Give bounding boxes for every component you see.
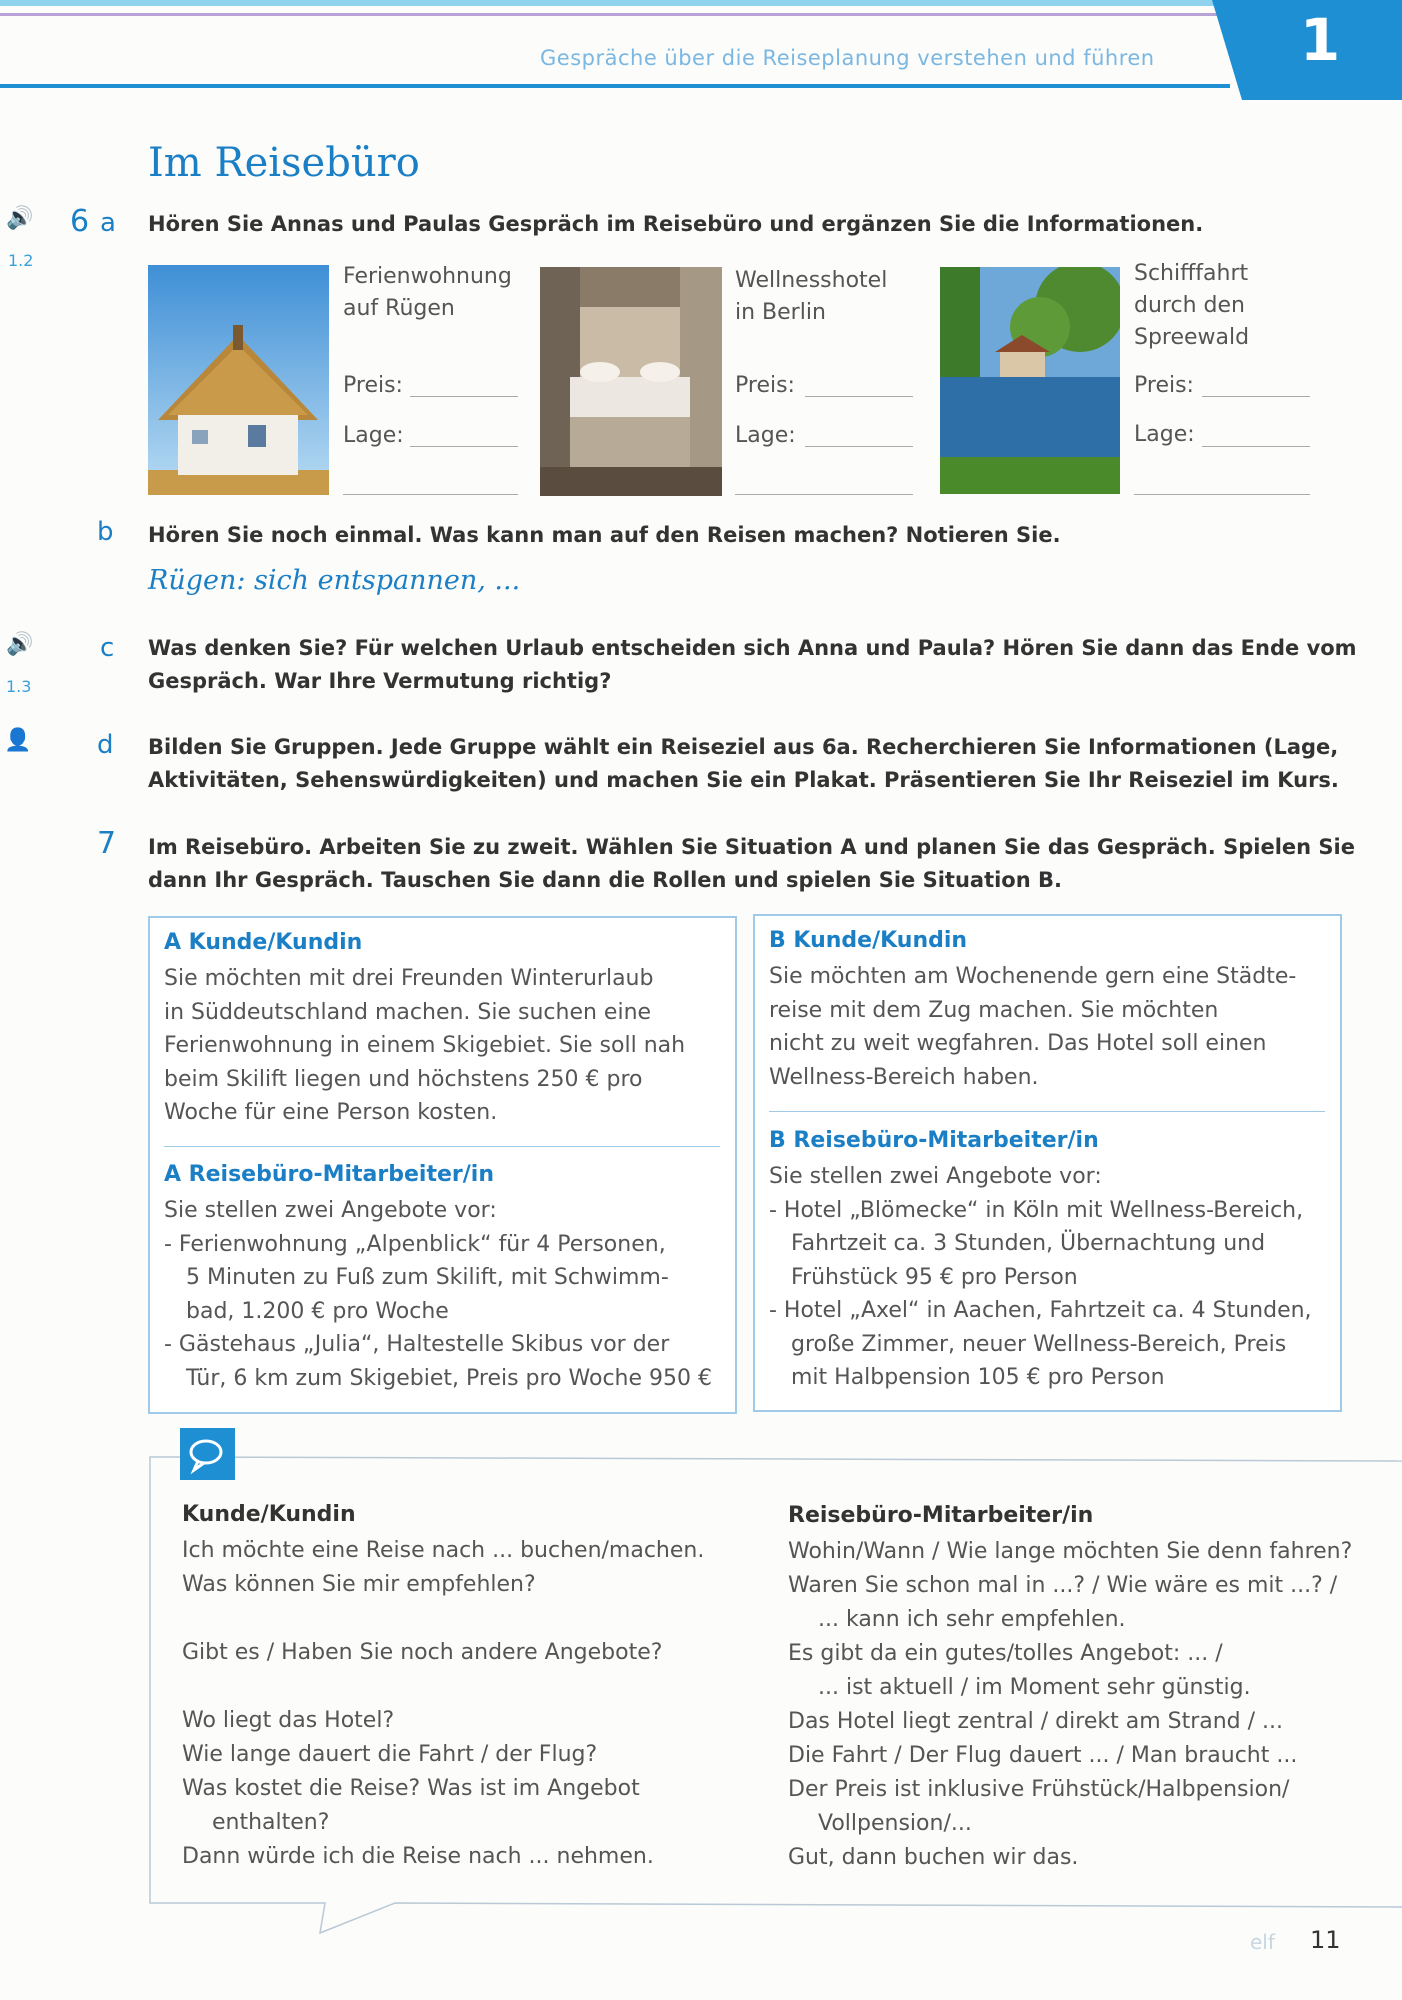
audio-track-number: 1.3 xyxy=(6,677,32,696)
task-letter: a xyxy=(100,208,116,238)
price-label: Preis: xyxy=(735,373,795,398)
task-instruction: Bilden Sie Gruppen. Jede Gruppe wählt ein Reiseziel aus 6a. Recherchieren Sie Informationen (Lage, Aktivitäten, Sehenswürdigkeiten) und machen Sie ein Plakat. Präsentieren Sie Ihr Reiseziel im Kurs. xyxy=(148,735,1339,792)
task-instruction: Hören Sie noch einmal. Was kann man auf den Reisen machen? Notieren Sie. xyxy=(148,523,1061,547)
box-divider xyxy=(164,1146,720,1147)
chapter-number: 1 xyxy=(1299,6,1341,74)
agent-phrases: Wohin/Wann / Wie lange möchten Sie denn fahren? Waren Sie schon mal in ...? / Wie wäre es mit ...? / ... kann ich sehr empfehlen. Es gibt da ein gutes/tolles Angebot: ... / ... ist aktuell / im Moment sehr günstig. Das Hotel liegt zentral / direkt am Strand / ... Die Fahrt / Der Flug dauert ... / Man braucht ... Der Preis ist inklusive Frühstück/Halbpension/ Vollpension/... Gut, dann buchen wir das. xyxy=(788,1539,1353,1870)
box-heading: B Reisebüro-Mitarbeiter/in xyxy=(769,1128,1099,1153)
audio-icon: 🔊 xyxy=(6,632,34,657)
location-answer-line-2[interactable] xyxy=(735,494,913,495)
price-answer-line[interactable] xyxy=(805,396,913,397)
spreewald-river-photo xyxy=(940,267,1120,494)
location-answer-line[interactable] xyxy=(410,446,518,447)
location-label: Lage: xyxy=(735,423,796,448)
phrases-heading: Reisebüro-Mitarbeiter/in xyxy=(788,1503,1094,1528)
task-number: 6 xyxy=(70,204,90,239)
task-number: 7 xyxy=(97,826,117,861)
offer-caption: Wellnesshotel in Berlin xyxy=(735,268,888,325)
box-text: Sie stellen zwei Angebote vor: - Hotel „Blömecke“ in Köln mit Wellness-Bereich, Fahrtzeit ca. 3 Stunden, Übernachtung und Frühstück 95 € pro Person - Hotel „Axel“ in Aachen, Fahrtzeit ca. 4 Stunden, große Zimmer, neuer Wellness-Bereich, Preis mit Halbpension 105 € pro Person xyxy=(769,1164,1312,1390)
chapter-subtitle: Gespräche über die Reiseplanung verstehen und führen xyxy=(540,46,1155,70)
thatched-cottage-photo xyxy=(148,265,329,495)
location-answer-line[interactable] xyxy=(805,446,913,447)
header-accent-line xyxy=(0,13,1225,16)
offer-caption: Ferienwohnung auf Rügen xyxy=(343,264,512,321)
handwritten-example: Rügen: sich entspannen, ... xyxy=(148,565,521,596)
price-label: Preis: xyxy=(343,373,403,398)
box-text: Sie stellen zwei Angebote vor: - Ferienwohnung „Alpenblick“ für 4 Personen, 5 Minuten zu Fuß zum Skilift, mit Schwimm- bad, 1.200 € pro Woche - Gästehaus „Julia“, Haltestelle Skibus vor der Tür, 6 km zum Skigebiet, Preis pro Woche 950 € xyxy=(164,1198,713,1391)
customer-phrases: Ich möchte eine Reise nach ... buchen/machen. Was können Sie mir empfehlen? Gibt es / Haben Sie noch andere Angebote? Wo liegt das Hotel? Wie lange dauert die Fahrt / der Flug? Was kostet die Reise? Was ist im Angebot enthalten? Dann würde ich die Reise nach ... nehmen. xyxy=(182,1538,705,1869)
situation-a-box xyxy=(148,916,737,1414)
audio-icon: 🔊 xyxy=(6,206,34,231)
task-instruction: Was denken Sie? Für welchen Urlaub entscheiden sich Anna und Paula? Hören Sie dann das Ende vom Gespräch. War Ihre Vermutung richtig? xyxy=(148,636,1357,693)
task-instruction: Hören Sie Annas und Paulas Gespräch im Reisebüro und ergänzen Sie die Informationen. xyxy=(148,212,1204,236)
audio-track-number: 1.2 xyxy=(8,251,34,270)
hotel-room-photo xyxy=(540,267,722,496)
price-answer-line[interactable] xyxy=(1202,396,1310,397)
task-letter: c xyxy=(100,633,115,663)
price-answer-line[interactable] xyxy=(410,396,518,397)
header-rule xyxy=(0,84,1230,88)
header-top-stripe xyxy=(0,0,1402,6)
task-letter: d xyxy=(97,730,114,760)
box-text: Sie möchten mit drei Freunden Winterurlaub in Süddeutschland machen. Sie suchen eine Ferienwohnung in einem Skigebiet. Sie soll nah beim Skilift liegen und höchstens 250 € pro Woche für eine Person kosten. xyxy=(164,966,686,1125)
offer-caption: Schifffahrt durch den Spreewald xyxy=(1134,261,1250,350)
situation-b-box xyxy=(753,914,1342,1412)
page-number-word: elf xyxy=(1250,1930,1275,1954)
price-label: Preis: xyxy=(1134,373,1194,398)
box-heading: A Kunde/Kundin xyxy=(164,930,363,955)
location-answer-line[interactable] xyxy=(1202,446,1310,447)
box-divider xyxy=(769,1111,1325,1112)
location-label: Lage: xyxy=(343,423,404,448)
location-label: Lage: xyxy=(1134,422,1195,447)
location-answer-line-2[interactable] xyxy=(1134,494,1310,495)
speech-bubble-icon xyxy=(180,1428,235,1480)
box-heading: A Reisebüro-Mitarbeiter/in xyxy=(164,1162,494,1187)
box-text: Sie möchten am Wochenende gern eine Städte- reise mit dem Zug machen. Sie möchten nicht zu weit wegfahren. Das Hotel soll einen Wellness-Bereich haben. xyxy=(769,964,1297,1090)
page-title: Im Reisebüro xyxy=(148,140,420,186)
box-heading: B Kunde/Kundin xyxy=(769,928,968,953)
task-letter: b xyxy=(97,517,114,547)
location-answer-line-2[interactable] xyxy=(343,494,518,495)
phrases-heading: Kunde/Kundin xyxy=(182,1502,356,1527)
page-number: 11 xyxy=(1310,1926,1341,1954)
group-work-icon: 👤 xyxy=(4,728,32,753)
task-instruction: Im Reisebüro. Arbeiten Sie zu zweit. Wählen Sie Situation A und planen Sie das Gespräch. Spielen Sie dann Ihr Gespräch. Tauschen Sie dann die Rollen und spielen Sie Situation B. xyxy=(148,835,1355,892)
